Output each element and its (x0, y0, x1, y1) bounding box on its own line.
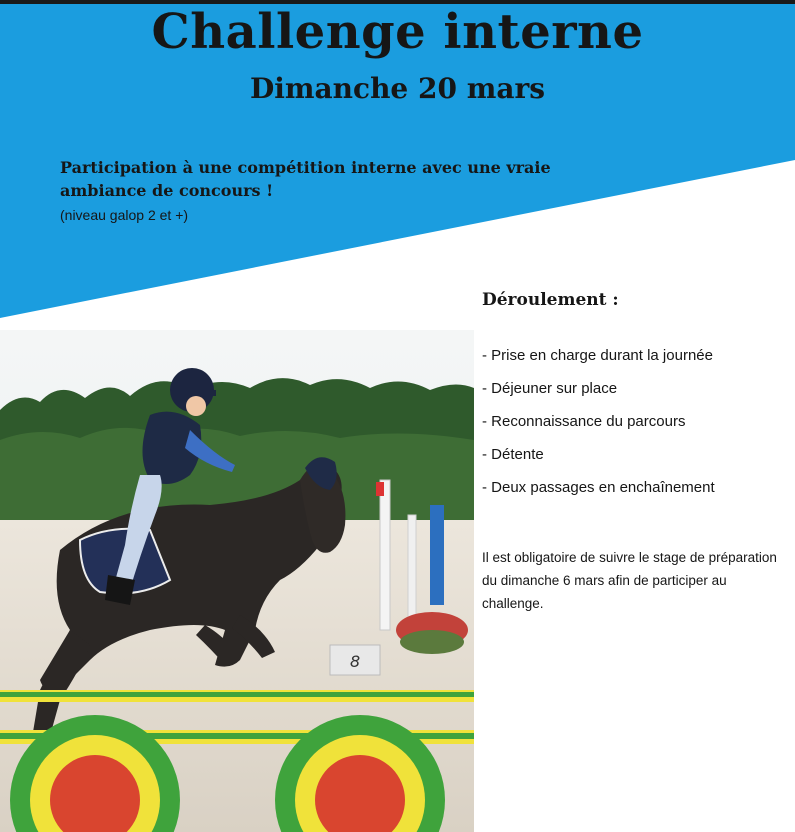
event-date: Dimanche 20 mars (249, 72, 545, 105)
show-jumping-photo (0, 330, 474, 832)
program-list (482, 346, 715, 511)
list-item: - Déjeuner sur place (482, 380, 618, 397)
list-item: - Prise en charge durant la journée (482, 347, 713, 364)
list-item: - Deux passages en enchaînement (482, 479, 715, 496)
list-item: - Reconnaissance du parcours (482, 413, 686, 430)
level-note: (niveau galop 2 et +) (60, 207, 189, 223)
page-title: Challenge interne (151, 4, 644, 60)
program-heading: Déroulement : (482, 290, 619, 310)
number-plate: 8 (350, 652, 361, 671)
mandatory-note: Il est obligatoire de suivre le stage de préparation du dimanche 6 mars afin de participer au challenge. (482, 550, 777, 611)
list-item: - Détente (482, 446, 544, 463)
intro-text: Participation à une compétition interne avec une vraie ambiance de concours ! (60, 158, 551, 200)
